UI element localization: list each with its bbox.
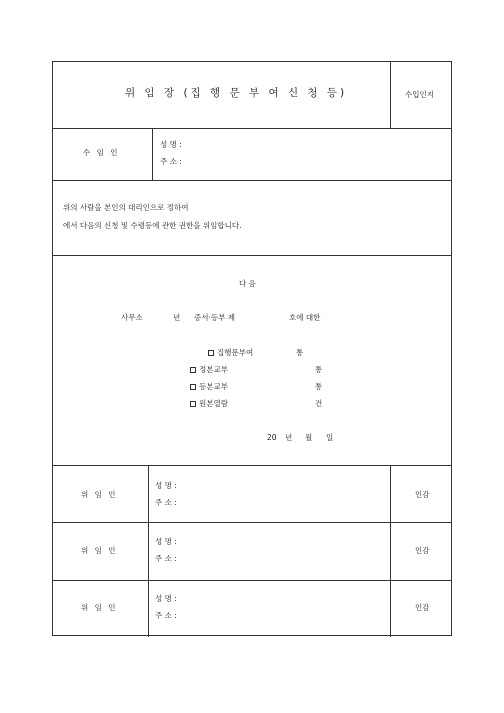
divider	[53, 180, 451, 181]
delegate-address-label: 주 소 :	[160, 157, 182, 166]
delegate-label: 수 임 인	[83, 148, 120, 157]
item-unit: 통	[296, 348, 304, 357]
delegator-label: 위 임 인	[81, 490, 118, 499]
certificate-register-label: 증서·등부 제	[194, 313, 235, 322]
date-month: 월	[305, 433, 313, 442]
item-original-inspection	[190, 399, 228, 409]
form-title: 위 임 장 (집 행 문 부 여 신 청 등)	[125, 87, 348, 99]
divider	[53, 128, 451, 129]
item-label: 집행문부여	[217, 348, 254, 357]
power-of-attorney-form	[52, 61, 452, 636]
checkbox[interactable]	[190, 367, 196, 373]
delegate-divider	[152, 128, 153, 180]
date-prefix: 20	[267, 433, 277, 442]
divider	[53, 580, 451, 581]
item-unit: 건	[315, 399, 323, 408]
item-authenticated-copy	[190, 365, 228, 375]
delegator-seal: 인감	[415, 546, 430, 555]
delegator-address-label: 주 소 :	[155, 611, 177, 620]
item-label: 원본열람	[199, 399, 228, 408]
divider	[53, 522, 451, 523]
delegator-address-label: 주 소 :	[155, 498, 177, 507]
year-label: 년	[173, 313, 181, 322]
number-regarding-label: 호에 대한	[289, 313, 321, 322]
delegator-seal: 인감	[415, 603, 430, 612]
date-year: 년	[285, 433, 293, 442]
delegator-address-label: 주 소 :	[155, 554, 177, 563]
delegator-label: 위 임 인	[81, 603, 118, 612]
divider	[53, 465, 451, 466]
revenue-stamp-label: 수입인지	[405, 90, 434, 99]
checkbox[interactable]	[208, 350, 214, 356]
delegate-name-label: 성 명 :	[160, 140, 182, 149]
delegator-name-label: 성 명 :	[155, 537, 177, 546]
divider	[53, 255, 451, 256]
statement-line-1: 위의 사람을 본인의 대리인으로 정하여	[63, 203, 189, 212]
item-label: 정본교부	[199, 365, 228, 374]
details-heading: 다 음	[239, 279, 256, 288]
delegator-name-label: 성 명 :	[155, 481, 177, 490]
statement-line-2: 에서 다음의 신청 및 수령등에 관한 권한을 위임합니다.	[63, 221, 242, 230]
item-label: 등본교부	[199, 382, 228, 391]
date-day: 일	[326, 433, 334, 442]
item-enforcement-clause	[208, 348, 253, 358]
delegator-seal: 인감	[415, 490, 430, 499]
item-certified-copy	[190, 382, 228, 392]
item-unit: 통	[315, 365, 323, 374]
delegator-left-divider	[148, 465, 149, 637]
office-label: 사무소	[121, 313, 143, 322]
checkbox[interactable]	[190, 384, 196, 390]
title-divider	[390, 62, 391, 128]
checkbox[interactable]	[190, 401, 196, 407]
item-unit: 통	[315, 382, 323, 391]
delegator-label: 위 임 인	[81, 546, 118, 555]
delegator-right-divider	[390, 465, 391, 637]
delegator-name-label: 성 명 :	[155, 594, 177, 603]
